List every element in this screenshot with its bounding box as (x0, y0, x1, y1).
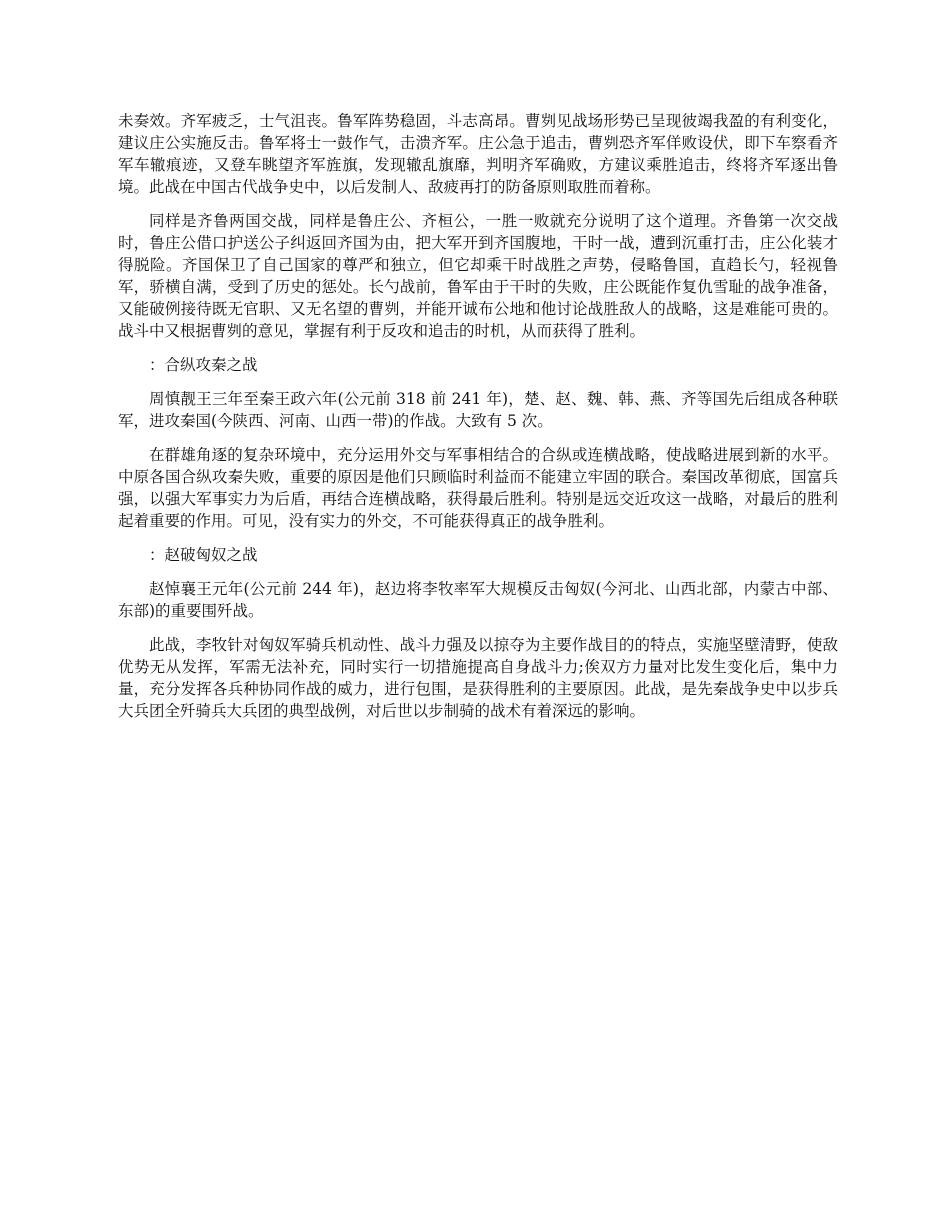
paragraph-hezong-intro: 周慎靓王三年至秦王政六年(公元前 318 前 241 年)，楚、赵、魏、韩、燕、齐等国先后组成各种联军，进攻秦国(今陕西、河南、山西一带)的作战。大致有 5 次。 (118, 390, 838, 430)
paragraph-qi-lu-comparison: 同样是齐鲁两国交战，同样是鲁庄公、齐桓公，一胜一败就充分说明了这个道理。齐鲁第一次交战时，鲁庄公借口护送公子纠返回齐国为由，把大军开到齐国腹地，干时一战，遭到沉重打击，庄公化装才得脱险。齐国保卫了自己国家的尊严和独立，但它却乘干时战胜之声势，侵略鲁国，直趋长勺，轻视鲁军，骄横自满，受到了历史的惩处。长勺战前，鲁军由于干时的失败，庄公既能作复仇雪耻的战争准备，又能破例接待既无官职、又无名望的曹刿，并能开诚布公地和他讨论战胜敌人的战略，这是难能可贵的。战斗中又根据曹刿的意见，掌握有利于反攻和追击的时机，从而获得了胜利。 (118, 212, 838, 340)
document-page (118, 110, 838, 734)
paragraph-zhao-xiongnu-intro: 赵悼襄王元年(公元前 244 年)，赵边将李牧率军大规模反击匈奴(今河北、山西北部，内蒙古中部、东部)的重要围歼战。 (118, 580, 838, 620)
section-heading-hezong-gongqin: ：合纵攻秦之战 (149, 356, 258, 374)
paragraph-zhao-xiongnu-analysis: 此战，李牧针对匈奴军骑兵机动性、战斗力强及以掠夺为主要作战目的的特点，实施坚壁清野，使敌优势无从发挥，军需无法补充，同时实行一切措施提高自身战斗力;俟双方力量对比发生变化后，集中力量，充分发挥各兵种协同作战的威力，进行包围，是获得胜利的主要原因。此战，是先秦战争史中以步兵大兵团全歼骑兵大兵团的典型战例，对后世以步制骑的战术有着深远的影响。 (118, 636, 838, 720)
paragraph-changshao-battle-end: 未奏效。齐军疲乏，士气沮丧。鲁军阵势稳固，斗志高昂。曹刿见战场形势已呈现彼竭我盈的有利变化，建议庄公实施反击。鲁军将士一鼓作气，击溃齐军。庄公急于追击，曹刿恐齐军佯败设伏，即下车察看齐军车辙痕迹，又登车眺望齐军旌旗，发现辙乱旗靡，判明齐军确败，方建议乘胜追击，终将齐军逐出鲁境。此战在中国古代战争史中，以后发制人、敌疲再打的防备原则取胜而着称。 (118, 112, 838, 196)
paragraph-hezong-analysis: 在群雄角逐的复杂环境中，充分运用外交与军事相结合的合纵或连横战略，使战略进展到新的水平。中原各国合纵攻秦失败，重要的原因是他们只顾临时利益而不能建立牢固的联合。秦国改革彻底，国富兵强，以强大军事实力为后盾，再结合连横战略，获得最后胜利。特别是远交近攻这一战略，对最后的胜利起着重要的作用。可见，没有实力的外交，不可能获得真正的战争胜利。 (118, 446, 838, 530)
section-heading-zhao-xiongnu: ：赵破匈奴之战 (149, 546, 258, 564)
